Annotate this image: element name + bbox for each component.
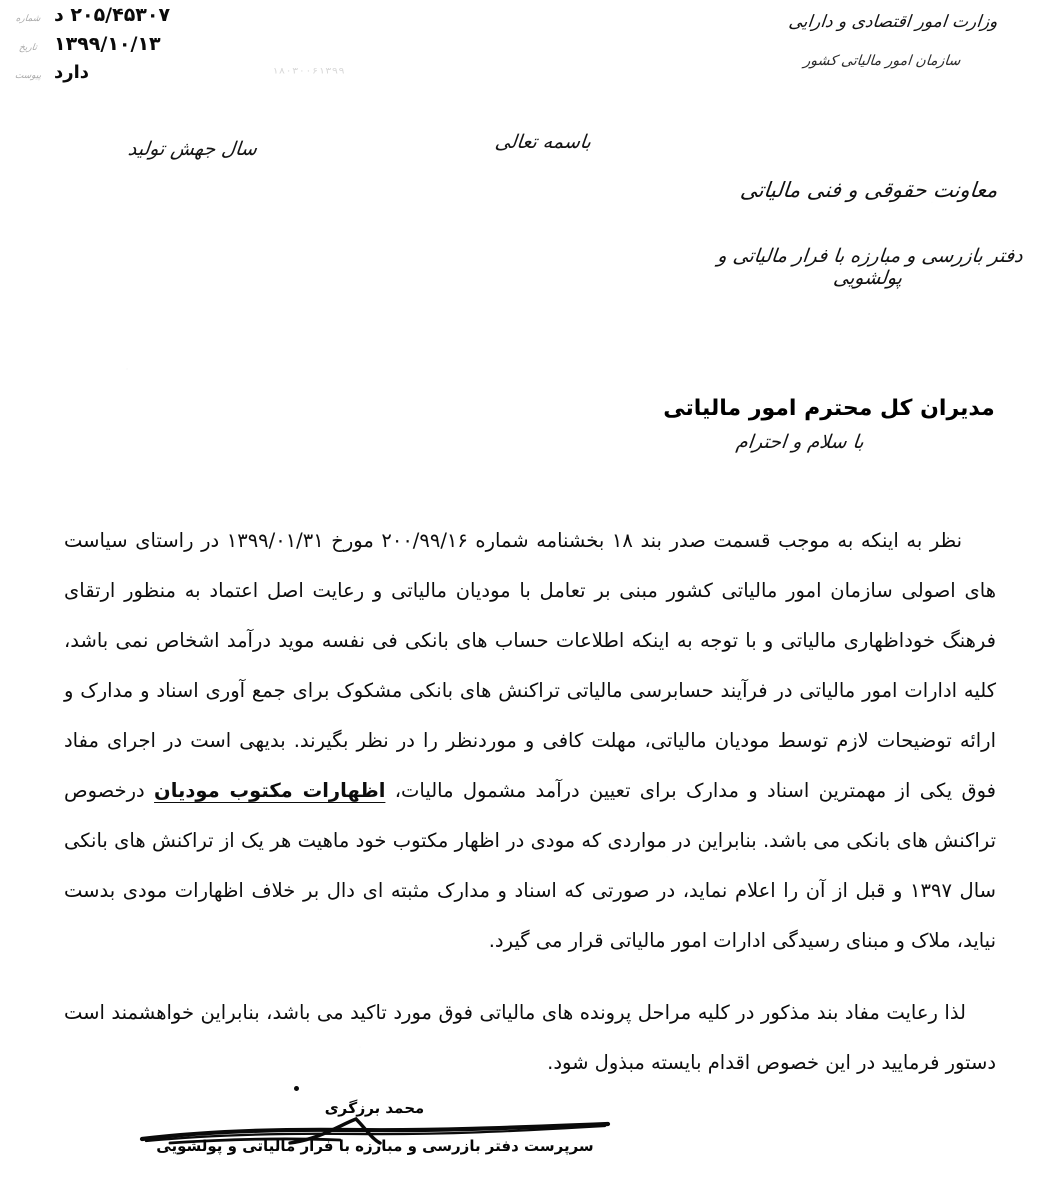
basmala-invocation: باسمه تعالی bbox=[493, 131, 593, 153]
reference-number-row bbox=[0, 4, 200, 33]
body-paragraph-1-part-b: درخصوص تراکنش های بانکی می باشد. بنابراین در مواردی که مودی در اظهار مکتوب خود ماهیت هر یک از تراکنش های بانکی سال ۱۳۹۷ و قبل از آن را اعلام نماید، در صورتی که اسناد و مدارک مثبته ای دال بر خلاف اظهارات مودی بدست نیاید، ملاک و مبنای رسیدگی ادارات امور مالیاتی قرار می گیرد. bbox=[64, 779, 996, 952]
reference-attachment-value: دارد bbox=[54, 62, 90, 83]
body-paragraph-2: لذا رعایت مفاد بند مذکور در کلیه مراحل پرونده های مالیاتی فوق مورد تاکید می باشد، بنابراین خواهشمند است دستور فرمایید در این خصوص اقدام بایسته مبذول شود. bbox=[64, 1001, 996, 1074]
office-department-heading: دفتر بازرسی و مبارزه با فرار مالیاتی و پولشویی bbox=[716, 245, 1024, 289]
letterhead-ministry: وزارت امور اقتصادی و دارایی bbox=[787, 12, 999, 32]
reference-attachment-row bbox=[0, 62, 200, 91]
scanner-stamp-watermark: ۱۸۰۳۰۰۶۱۳۹۹ bbox=[272, 65, 345, 76]
body-paragraph-1-part-a: نظر به اینکه به موجب قسمت صدر بند ۱۸ بخشنامه شماره ۲۰۰/۹۹/۱۶ مورخ ۱۳۹۹/۰۱/۳۱ در راستای سیاست های اصولی سازمان امور مالیاتی کشور مبنی بر تعامل با مودیان مالیاتی و رعایت اصل اعتماد به منظور ارتقای فرهنگ خوداظهاری مالیاتی و با توجه به اینکه اطلاعات حساب های بانکی فی نفسه موید درآمد اشخاص نمی باشد، کلیه ادارات امور مالیاتی در فرآیند حسابرسی مالیاتی تراکنش های بانکی مشکوک برای جمع آوری اسناد و مدارک و ارائه توضیحات لازم توسط مودیان مالیاتی، مهلت کافی و موردنظر را در نظر بگیرند. بدیهی است در اجرای مفاد فوق یکی از مهمترین اسناد و مدارک برای تعیین درآمد مشمول مالیات، bbox=[64, 529, 996, 802]
reference-attachment-label: پیوست bbox=[14, 71, 42, 81]
reference-block bbox=[0, 4, 200, 91]
letterhead bbox=[743, 10, 1043, 72]
signature-block bbox=[140, 1098, 610, 1155]
reference-date-label: تاریخ bbox=[18, 43, 38, 53]
signatory-title: سرپرست دفتر بازرسی و مبارزه با فرار مالیاتی و پولشویی bbox=[156, 1137, 594, 1155]
signatory-name: محمد برزگری bbox=[324, 1099, 426, 1117]
signature-dot-mark bbox=[294, 1086, 299, 1091]
reference-date-value: ۱۳۹۹/۱۰/۱۳ bbox=[54, 33, 161, 55]
addressee-greeting: با سلام و احترام bbox=[735, 431, 865, 453]
reference-number-label: شماره bbox=[15, 14, 41, 24]
year-slogan: سال جهش تولید bbox=[126, 138, 259, 160]
letter-body bbox=[64, 516, 996, 1106]
reference-number-value: ۲۰۵/۴۵۳۰۷ د bbox=[54, 4, 171, 26]
body-paragraph-1-emphasis: اظهارات مکتوب مودیان bbox=[154, 779, 386, 802]
deputy-department-heading: معاونت حقوقی و فنی مالیاتی bbox=[739, 178, 999, 202]
letterhead-organization: سازمان امور مالیاتی کشور bbox=[802, 52, 962, 69]
addressee-title: مدیران کل محترم امور مالیاتی bbox=[663, 396, 995, 421]
addressee-block bbox=[639, 396, 1019, 453]
body-paragraph-1 bbox=[64, 516, 996, 966]
reference-date-row bbox=[0, 33, 200, 62]
